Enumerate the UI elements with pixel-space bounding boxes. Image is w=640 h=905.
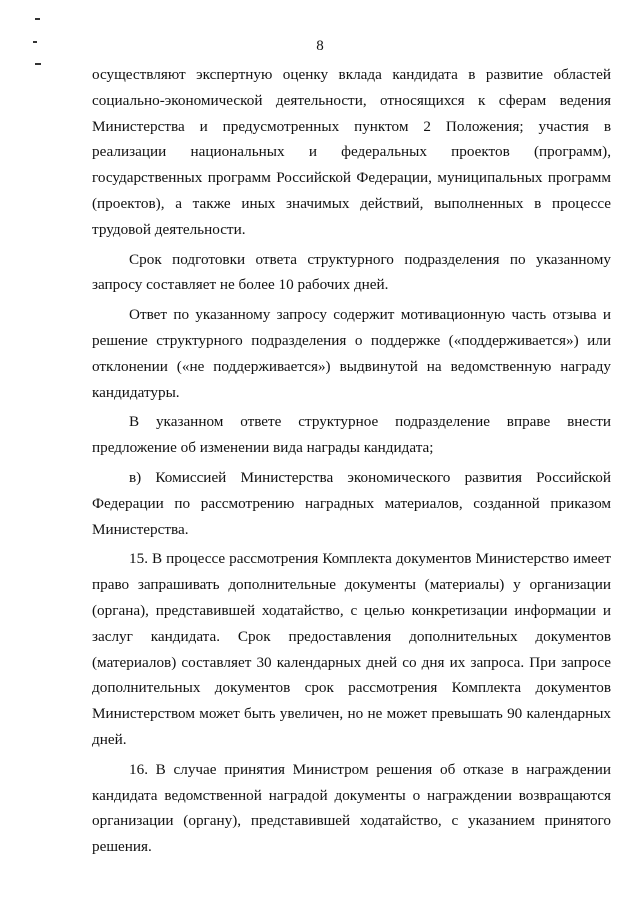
- scan-mark: [35, 18, 40, 20]
- paragraph: 15. В процессе рассмотрения Комплекта документов Министерство имеет право запрашивать дополнительные документы (материалы) у организации (органа), представившей ходатайство, с целью конкретизации информации и заслуг кандидата. Срок предоставления дополнительных документов (материалов) составляет 30 календарных дней со дня их запроса. При запросе дополнительных документов срок рассмотрения Комплекта документов Министерством может быть увеличен, но не может превышать 90 календарных дней.: [92, 550, 611, 748]
- paragraph: Срок подготовки ответа структурного подразделения по указанному запросу составляет не более 10 рабочих дней.: [92, 250, 611, 294]
- paragraph: Ответ по указанному запросу содержит мотивационную часть отзыва и решение структурного подразделения о поддержке («поддерживается») или отклонении («не поддерживается») выдвинутой на ведомственную награду кандидатуры.: [92, 306, 611, 401]
- paragraph: в) Комиссией Министерства экономического развития Российской Федерации по рассмотрению наградных материалов, созданной приказом Министерства.: [92, 468, 611, 538]
- paragraph: В указанном ответе структурное подразделение вправе внести предложение об изменении вида награды кандидата;: [92, 413, 611, 457]
- body-text: [92, 62, 611, 864]
- scan-mark: [35, 63, 41, 65]
- page-number: 8: [316, 38, 324, 54]
- paragraph: 16. В случае принятия Министром решения об отказе в награждении кандидата ведомственной наградой документы о награждении возвращаются организации (органу), представившей ходатайство, с указанием принятого решения.: [92, 760, 611, 856]
- paragraph: осуществляют экспертную оценку вклада кандидата в развитие областей социально-экономической деятельности, относящихся к сферам ведения Министерства и предусмотренных пунктом 2 Положения; участия в реализации национальных и федеральных проектов (программ), государственных программ Российской Федерации, муниципальных программ (проектов), а также иных значимых действий, выполненных в процессе трудовой деятельности.: [92, 66, 611, 238]
